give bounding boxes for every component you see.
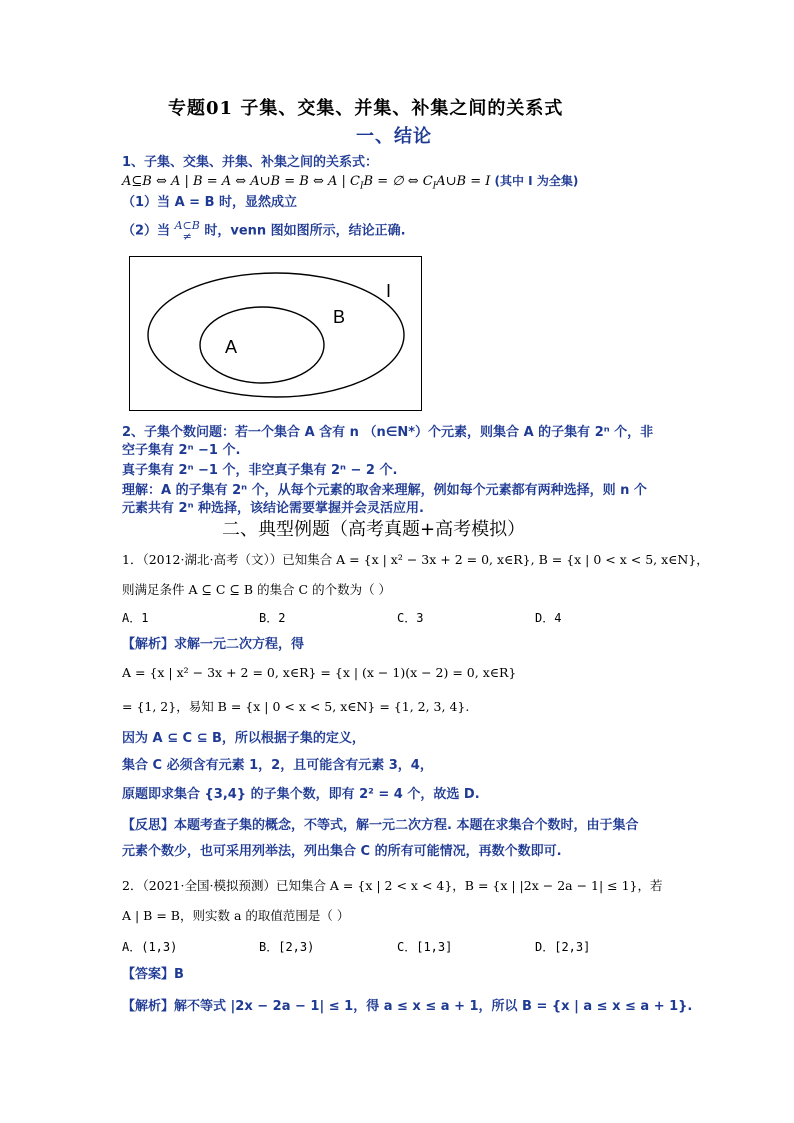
reflection-line-2: 元素个数少，也可采用列举法，列出集合 C 的所有可能情况，再数个数即可. [122,844,562,859]
question-1-ask: 则满足条件 A ⊆ C ⊆ B 的集合 C 的个数为（ ） [122,582,392,597]
q2-option-b: B．[2,3) [259,940,315,954]
solution-1-line-1: 【解析】求解一元二次方程，得 [122,637,305,652]
solution-1-line-4: 因为 A ⊆ C ⊆ B，所以根据子集的定义， [122,731,365,746]
understanding-line-2: 元素共有 2ⁿ 种选择，该结论需要掌握并会灵活应用. [122,501,424,516]
label-i: I [386,281,392,301]
section-heading-conclusion: 一、结论 [356,126,432,147]
solution-1-line-5: 集合 C 必须含有元素 1，2，且可能含有元素 3，4， [122,758,433,773]
solution-1-line-3: = {1, 2}，易知 B = {x | 0 < x < 5, x∈N} = {1, 2, 3, 4}. [122,699,470,714]
question-2-stem: 2．（2021·全国·模拟预测）已知集合 A = {x | 2 < x < 4}，B = {x | |2x − 2a − 1| ≤ 1}，若 [122,878,663,893]
page-title: 专题01 子集、交集、并集、补集之间的关系式 [168,98,564,119]
universal-set-ellipse [148,273,404,397]
q1-option-a: A．1 [122,611,149,625]
case-2 [122,220,406,242]
answer-2: 【答案】B [122,967,184,982]
q1-option-d: D．4 [535,611,562,625]
label-b: B [333,307,346,327]
formula-part-1: A⊆B ⇔ A | B = A ⇔ A∪B = B ⇔ A | C [122,174,360,189]
question-1-stem: 1．（2012·湖北·高考（文））已知集合 A = {x | x² − 3x + 2 = 0, x∈R}, B = {x | 0 < x < 5, x∈N}， [122,552,709,567]
reflection-line-1: 【反思】本题考查子集的概念，不等式，解一元二次方程. 本题在求集合个数时，由于集合 [122,818,639,833]
case-2-suffix: 时，venn 图如图所示，结论正确. [204,223,406,239]
relation-formula: A⊆B ⇔ A | B = A ⇔ A∪B = B ⇔ A | $C_IB$ = ∅ ⇔ $C_IA\cup B = I$ (其中 I 为全集) [122,174,579,192]
q1-option-b: B．2 [259,611,286,625]
solution-1-line-6: 原题即求集合 {3,4} 的子集个数，即有 2² = 4 个，故选 D. [122,787,480,802]
set-b-ellipse [200,307,324,383]
question-2-ask: A | B = B，则实数 a 的取值范围是（ ） [122,908,350,923]
venn-svg [130,257,423,412]
formula-part-3: A∪B = I [436,174,491,189]
q1-option-c: C．3 [397,611,424,625]
label-a: A [225,337,238,357]
proper-subset-top: A⊂B [174,219,200,232]
q2-option-a: A．(1,3) [122,940,178,954]
proper-subset-notation [175,220,200,242]
proper-subset-line: 真子集有 2ⁿ −1 个，非空真子集有 2ⁿ − 2 个. [122,463,398,478]
understanding-line-1: 理解：A 的子集有 2ⁿ 个，从每个元素的取舍来理解，例如每个元素都有两种选择，则 n 个 [122,483,647,498]
conclusion-1-heading: 1、子集、交集、并集、补集之间的关系式： [122,155,379,170]
solution-2-line-1: 【解析】解不等式 |2x − 2a − 1| ≤ 1，得 a ≤ x ≤ a + 1，所以 B = {x | a ≤ x ≤ a + 1}. [122,999,693,1014]
proper-subset-bottom: ≠ [182,230,192,243]
formula-part-2: B = ∅ ⇔ C [363,174,433,189]
case-1: （1）当 A = B 时，显然成立 [122,195,298,210]
formula-note: (其中 I 为全集) [494,174,579,188]
section-heading-examples: 二、典型例题（高考真题+高考模拟） [222,519,526,540]
q2-option-c: C．[1,3] [397,940,453,954]
solution-1-line-2: A = {x | x² − 3x + 2 = 0, x∈R} = {x | (x − 1)(x − 2) = 0, x∈R} [122,665,517,680]
venn-diagram [129,256,422,411]
subset-count-line-1: 2、子集个数问题：若一个集合 A 含有 n （n∈N*）个元素，则集合 A 的子集有 2ⁿ 个，非 [122,425,654,440]
q2-option-d: D．[2,3] [535,940,591,954]
subset-count-line-2: 空子集有 2ⁿ −1 个. [122,443,241,458]
case-2-prefix: （2）当 [122,223,171,239]
